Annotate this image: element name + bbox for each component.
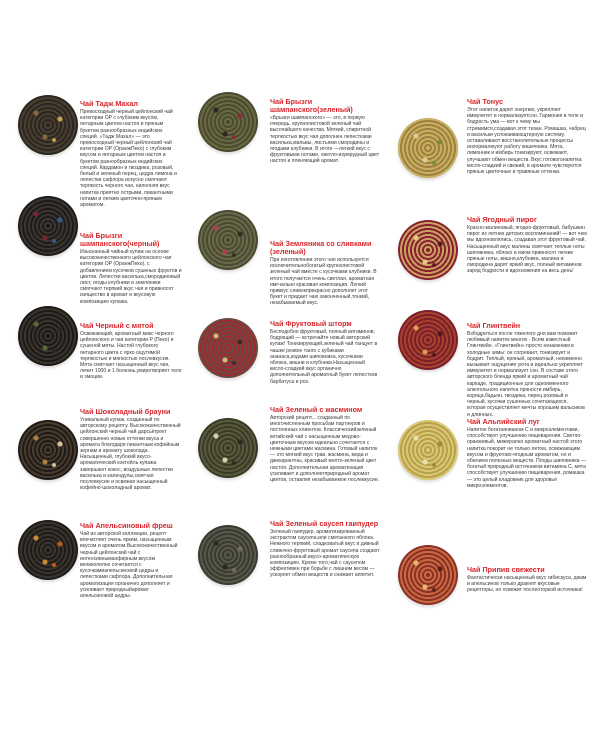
tea-text-block	[467, 418, 587, 489]
tea-title: Чай Брызги шампанского(черный)	[80, 231, 160, 248]
tea-text-block	[270, 406, 380, 483]
tea-title: Чай Шоколадный брауни	[80, 407, 171, 416]
tea-leaves-image	[398, 220, 458, 280]
tea-title: Чай Тонус	[467, 97, 503, 106]
tea-leaves-image	[18, 95, 78, 155]
tea-title: Чай Апельсиновый фреш	[80, 521, 173, 530]
tea-text-block	[80, 408, 182, 491]
tea-description: Бесподобно фруктовый, полный витаминов, бодрящий — встречайте новый авторский купаж! Тонизирующий,зеленый чай танцует в чашке резвое танго с кубиками ананаса,кодами шиповника, кусочками яблока, вишни и клубники.Насыщенный кисло-сладкий вкус органично дополнительный ароматный букет лепестков барбатуса и роз.	[270, 329, 378, 385]
tea-description: Зеленый гаипудер, ароматизированный экстрактом саусепа,или сметанного яблока. Нежного терпкий, сладковатый вкус и дивный сливочно-фруктовый аромат саусепа создают разнообразный вкусо-ароматическую композицию. Кроме того,чай с саусепом эффективен при борьбе с лишним весом — ускоряет обмен веществ и снижает аппетит.	[270, 529, 380, 579]
tea-description: «Брызги шампанского» — это, в первую очередь, крупнолистовой зеленый чай высочайшего качества. Мягкий, спиритной терпкостью вкус чая дополнен лепестками василька,мальвы, листьями смородины и ягодами клубники. В итоге —легкий вкус с фруктовыми нотами, светло-изумрудный цвет настоя и пленяющий аромат.	[270, 115, 380, 165]
tea-leaves-image	[18, 196, 78, 256]
tea-title: Чай Черный с мятой	[80, 321, 154, 330]
tea-title: Чай Тадж Махал	[80, 99, 138, 108]
tea-description: Красно-малиновый, ягодно-фруктовый, бабушкин пирог из летних детских воспоминаний! — вот чем мы вдохновлялись, создавая этот фруктовый чай. Насыщенный вкус малины смягчает теплые ноты шиповника, яблоко и изюм привносят легкие пряные ноты, вишня,клубника, малина и смородина дарят яркий вкус, полный витаминов заряд бодрости и вдохновения на весь день!	[467, 225, 587, 275]
tea-text-block	[80, 322, 182, 381]
tea-text-block	[270, 240, 380, 307]
tea-description: Изысканный чайный купаж на основе высококачественного цейлонского чая категории OP (ОранжПеко), с добавлением кусочков сушеных фруктов и цветов. Лепестки василька,смородиновый лист, ягоды клубники и земляники смягчают терпкий вкус чая и привносят изящество в аромат и вкусовую композицию купажа.	[80, 249, 182, 305]
tea-leaves-image	[18, 520, 78, 580]
tea-description: Уникальный купаж, созданный по авторскому рецепту. Высококачественный цейлонский черный чай дарсьёгрект совершенно новые оттенки вкуса и аромата благодаря пикантным кофейным зернам и аромату шоколада. Насыщенный, глубокий вкусо-ароматический коктейль купажа завершают кокос, воздушные лепестки василька и календулы,смягчая послевкусие и освежая насыщенный кофейно-шоколадный аромат.	[80, 417, 181, 492]
tea-description: Авторский рецепт... созданный по многочисленным просьбам партнеров и постоянных клиентов. Классическийзеленый китайский чай с насыщенным медово-цветочным вкусом идеально сочетается с нежными цветами жасмина. Готовый напиток — это мягкий вкус трав, жасмина, меда и джекарантны, красивый желто-зеленый цвет настоя. Дополнительная ароматизация усиливает и дополняетприродный аромат цветов, оставляя незабываемое послевкусие.	[270, 415, 380, 484]
tea-text-block	[467, 98, 587, 175]
tea-leaves-image	[198, 318, 258, 378]
tea-text-block	[270, 320, 380, 385]
tea-leaves-image	[398, 118, 458, 178]
tea-description: Этот напиток дарит энергию, укрепляет иммунитет и нормализуетсон. Гармония в теле и бодрость ума — вот к чему мы стремимся,создавая этот тизан. Ромашка, чабрец и васильки успокаивающтерную систему, оставаливают восстанолительные процессы иноормалюуют работу кишечника. Мята, лимонник и имбирь тонизируют, освежают, улучшают обмен веществ. Вкус готовогонапитка кисло-сладкий и свежий, в аромате чувствуются пряные цветочные и травяные оттенки.	[467, 107, 586, 176]
tea-text-block	[80, 232, 182, 305]
tea-leaves-image	[18, 306, 78, 366]
tea-title: Чай Глинтвейн	[467, 321, 521, 330]
tea-text-block	[80, 100, 182, 208]
tea-description: Превосходный черный цейлонский чай категории OP с глубоким вкусом, янтарным цветом настоя и пряным букетом разнообразных индийских специй. «Тадж Махал» — это превосходный черный цейлонский чай категории OP (ОранжПеко) с глубоким вкусом и янтарным цветом настоя и букетом разнообразных индийских специй. Кардамон и гвоздика, розовый, белый и зеленый перец, цедра лимона и лепестки сафлора искусно смягчают терпкость черного чая, наполняя вкус напитка приятно острыми, пикантными нотами и легким цветочно-пряным ароматом.	[80, 109, 177, 209]
tea-description: Взбодриться после тяжелого дня вам поможет любимый напиток многих - Всем известный Глинтвейн. «Глинтвейн» просто незаменим в холодные зимы: он согревает, тонизирует и бодрит. Теплый, пряный, ароматный, неизменно вызывает ощущение уюта и идеально укрепляет иммунитет и нормализует сон. В составе этого авторского бленда яркий и ароматный чай каркаде, традиционные для одноименного алкогольного напитка пряности имбирь, корица,бадьян, гвоздика, перец розовый и черный, кусочки сушенных сочетающихся, которая осуществляет мечты хорошим вальсиков и длинных.	[467, 331, 585, 418]
tea-leaves-image	[398, 545, 458, 605]
tea-title: Чай Земляника со сливками (зеленый)	[270, 239, 372, 256]
tea-description: Освежающий, ароматный микс черного цейлонского и чая категории P (Пеко) и сушеной мяты. Настой глубокого янтарного цвета с ярко ощутимой терпкостью и мягкостью послевкусия. Мята смягчает насыщенный вкус чая, лечит 1000 и 1 болезнь,умиротворяет тело и эмоции.	[80, 331, 182, 381]
tea-leaves-image	[198, 210, 258, 270]
tea-title: Чай Зеленый с жасмином	[270, 405, 363, 414]
tea-title: Чай Ягодный пирог	[467, 215, 537, 224]
tea-leaves-image	[198, 525, 258, 585]
tea-description: Напиток богатаянианом С и микроэлементами, способствует улучшению пищеварения. Светло-оранжевый, мижерапно ароматный настой этого напитка покорит не только летом, освежающим вкусом и фруктово-ягодным ароматом, но и обилием полезных веществ. Плоды шиповника — богатый природный источником витамина С, мята способствует улучшению пищеварения, ромашка — это целый кладовник для здоровья микроэлементов.	[467, 427, 587, 489]
tea-leaves-image	[198, 92, 258, 152]
tea-title: Чай Зеленый саусеп гаипудер	[270, 519, 379, 528]
tea-text-block	[80, 522, 182, 599]
tea-leaves-image	[398, 420, 458, 480]
tea-description: Фантастически насыщенный вкус гибискуса, джам и апельсинов только дракнят вкусовые рецепторы, но освежит послеоторкой источника!	[467, 575, 587, 594]
tea-leaves-image	[198, 418, 258, 478]
tea-text-block	[270, 520, 380, 579]
tea-text-block	[467, 322, 587, 418]
tea-leaves-image	[18, 420, 78, 480]
tea-text-block	[270, 98, 380, 165]
tea-description: При изготовлении этого чая используется исключительнобогатый крупнолистовой зеленый чай вместе с кусочками клубники. В итого получается очень светлая, ароматная имгчально красивая композиция. Легкий привкус сливокпрекрасно дополняет этот букет и придает чаю законченный,тонкий, незабываемый вкус.	[270, 257, 377, 307]
tea-leaves-image	[398, 310, 458, 370]
tea-text-block	[467, 566, 587, 594]
tea-title: Чай Фруктовый шторм	[270, 319, 352, 328]
tea-title: Чай Брызги шампанского(зеленый)	[270, 97, 353, 114]
tea-description: Чай из авторской коллекции, рецепт впечатляет очень ярким, насыщенным вкусом и ароматом.Высококачественный черный цейлонский чай с интенсивныманфирным вкусом великолепно сочетается с кусочкамиапельсиновой цедры и лепестками сафлора. Дополнительная ароматизация органично дополняет и усиливает природныйаромат апельсиновой цедры.	[80, 531, 178, 600]
tea-title: Чай Припив свежести	[467, 565, 545, 574]
tea-title: Чай Альпийский луг	[467, 417, 540, 426]
tea-text-block	[467, 216, 587, 275]
